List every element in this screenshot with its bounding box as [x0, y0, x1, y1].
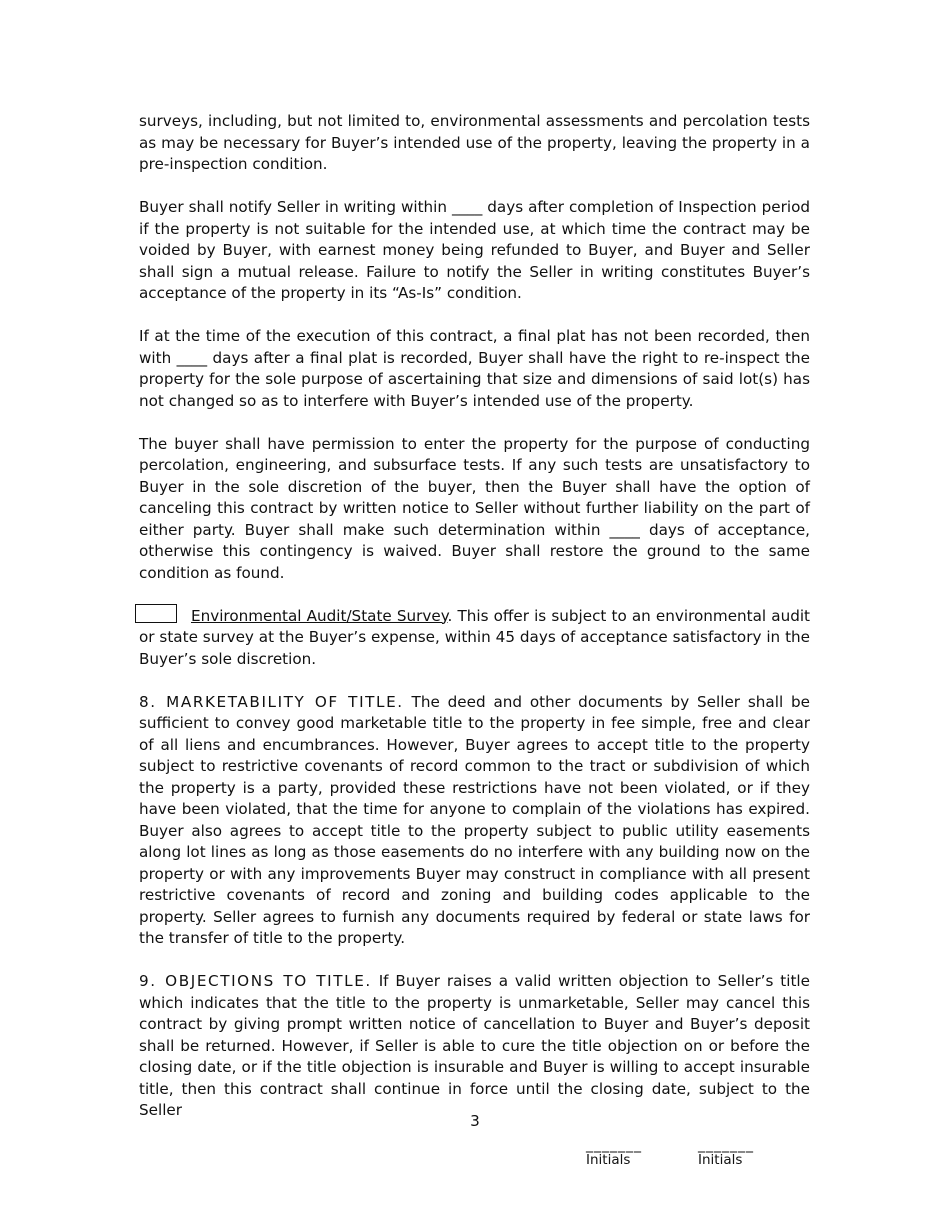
initials-field-1[interactable]	[586, 1138, 642, 1168]
section-9-heading: 9. OBJECTIONS TO TITLE.	[139, 972, 372, 990]
environmental-audit-checkbox[interactable]	[135, 604, 177, 623]
section-8-paragraph	[139, 692, 810, 950]
permission-paragraph: The buyer shall have permission to enter the property for the purpose of conducting percolation, engineering, and subsurface tests. If any such tests are unsatisfactory to Buyer in the sole discretion of the buyer, then the Buyer shall have the option of canceling this contract by written notice to Seller without further liability on the part of either party. Buyer shall make such determination within ____ days of acceptance, otherwise this contingency is waived. Buyer shall restore the ground to the same condition as found.	[139, 434, 810, 582]
section-8-heading: 8. MARKETABILITY OF TITLE.	[139, 692, 404, 711]
initials-label: Initials	[586, 1152, 631, 1168]
initials-line: _______	[586, 1137, 642, 1153]
initials-field-2[interactable]	[698, 1138, 754, 1168]
notify-seller-paragraph: Buyer shall notify Seller in writing within ____ days after completion of Inspection period if the property is not suitable for the intended use, at which time the contract may be voided by Buyer, with earnest money being refunded to Buyer, and Buyer and Seller shall sign a mutual release. Failure to notify the Seller in writing constitutes Buyer’s acceptance of the property in its “As-Is” condition.	[139, 198, 810, 302]
environmental-audit-text: . This offer is subject to an environmental audit or state survey at the Buyer’s expense, within 45 days of acceptance satisfactory in the Buyer’s sole discretion.	[139, 606, 811, 668]
final-plat-paragraph: If at the time of the execution of this contract, a final plat has not been recorded, then with ____ days after a final plat is recorded, Buyer shall have the right to re-inspect the property for the sole purpose of ascertaining that size and dimensions of said lot(s) has not changed so as to interfere with Buyer’s intended use of the property.	[139, 327, 810, 410]
initials-label: Initials	[698, 1152, 743, 1168]
inspection-paragraph: surveys, including, but not limited to, environmental assessments and percolation tests as may be necessary for Buyer’s intended use of the property, leaving the property in a pre-inspection condition.	[139, 112, 810, 173]
environmental-audit-paragraph	[139, 606, 810, 671]
environmental-audit-heading: Environmental Audit/State Survey	[191, 606, 448, 625]
section-9-text: If Buyer raises a valid written objection to Seller’s title which indicates that the title to the property is unmarketable, Seller may cancel this contract by giving prompt written notice of cancellation to Buyer and Buyer’s deposit shall be returned. However, if Seller is able to cure the title objection on or before the closing date, or if the title objection is insurable and Buyer is willing to accept insurable title, then this contract shall continue in force until the closing date, subject to the Seller	[139, 972, 810, 1119]
document-page	[139, 111, 810, 1143]
section-8-text: The deed and other documents by Seller shall be sufficient to convey good marketable title to the property in fee simple, free and clear of all liens and encumbrances. However, Buyer agrees to accept title to the property subject to restrictive covenants of record common to the tract or subdivision of which the property is a party, provided these restrictions have not been violated, or if they have been violated, that the time for anyone to complain of the violations has expired. Buyer also agrees to accept title to the property subject to public utility easements along lot lines as long as those easements do no interfere with any building now on the property or with any improvements Buyer may construct in compliance with all present restrictive covenants of record and zoning and building codes applicable to the property. Seller agrees to furnish any documents required by federal or state laws for the transfer of title to the property.	[139, 692, 810, 947]
initials-line: _______	[698, 1137, 754, 1153]
page-number: 3	[470, 1112, 480, 1130]
section-9-paragraph	[139, 971, 810, 1122]
